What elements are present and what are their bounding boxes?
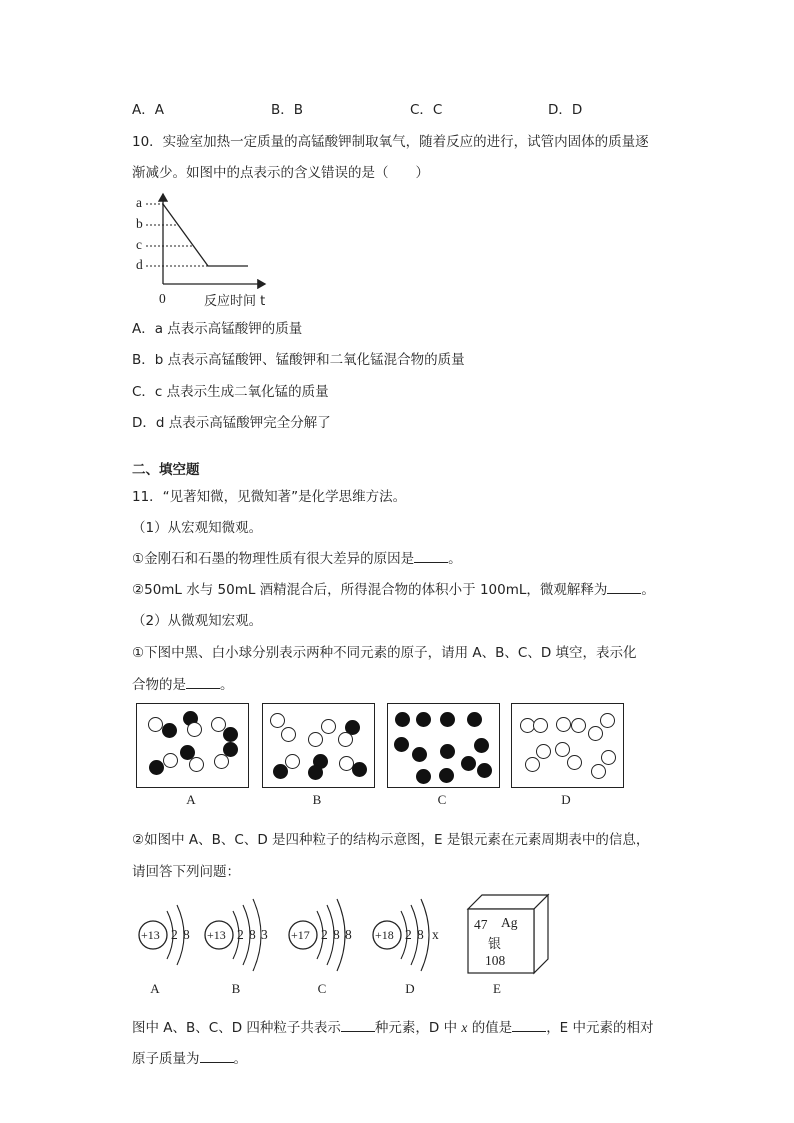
q11-item4-line2: 请回答下列问题： — [132, 864, 240, 880]
nucleus: +13 — [141, 928, 160, 942]
answer-blank[interactable] — [512, 1019, 546, 1032]
shell-3: 3 — [261, 927, 268, 942]
atom-diagram-c — [287, 893, 367, 996]
atom-label-a: A — [150, 981, 160, 996]
q11-final-line1: 图中 A、B、C、D 四种粒子共表示 种元素，D 中 x 的值是 ，E 中元素的相对 — [132, 1020, 654, 1036]
molecule-box-d — [511, 703, 624, 788]
q10-option-d: D．d 点表示高锰酸钾完全分解了 — [132, 415, 331, 431]
shell-1: 2 — [321, 927, 328, 942]
section-title: 二、填空题 — [132, 462, 200, 478]
q11-item3-line1: ①下图中黑、白小球分别表示两种不同元素的原子，请用 A、B、C、D 填空，表示化 — [132, 645, 637, 661]
q11-item1: ①金刚石和石墨的物理性质有很大差异的原因是 。 — [132, 551, 462, 567]
shell-1: 2 — [171, 927, 178, 942]
q11-item3-line2: 合物的是 。 — [132, 677, 234, 693]
atom-label-c: C — [317, 981, 327, 996]
graph-origin: 0 — [159, 291, 166, 306]
q11-final-line2: 原子质量为 。 — [132, 1051, 247, 1067]
atom-label-d: D — [405, 981, 415, 996]
element-number: 47 — [474, 917, 488, 932]
shell-2: 8 — [249, 927, 256, 942]
shell-2: 8 — [333, 927, 340, 942]
q9-option-b: B．B — [271, 102, 304, 118]
box-label-b: B — [312, 792, 322, 807]
graph-point-c: c — [136, 237, 142, 252]
q10-graph — [130, 188, 290, 308]
element-symbol: Ag — [501, 915, 518, 930]
q11-stem: 11．“见著知微，见微知著”是化学思维方法。 — [132, 489, 407, 505]
q11-item2: ②50mL 水与 50mL 酒精混合后，所得混合物的体积小于 100mL，微观解释为 。 — [132, 582, 655, 598]
graph-point-b: b — [136, 216, 143, 231]
element-card — [466, 893, 550, 975]
shell-3: 8 — [345, 927, 352, 942]
molecule-box-c — [387, 703, 500, 788]
graph-point-a: a — [136, 195, 142, 210]
element-label: E — [493, 981, 501, 996]
q10-stem-line2: 渐减少。如图中的点表示的含义错误的是（ ） — [132, 165, 429, 181]
shell-1: 2 — [237, 927, 244, 942]
graph-point-d: d — [136, 257, 143, 272]
q10-option-c: C．c 点表示生成二氧化锰的质量 — [132, 384, 329, 400]
q9-option-d: D．D — [548, 102, 583, 118]
nucleus: +13 — [207, 928, 226, 942]
shell-2: 8 — [417, 927, 424, 942]
q11-part2: （2）从微观知宏观。 — [132, 613, 263, 629]
graph-curve — [163, 204, 248, 266]
molecule-box-a — [136, 703, 249, 788]
box-label-d: D — [561, 792, 571, 807]
atom-diagram-d — [371, 893, 451, 996]
box-label-c: C — [437, 792, 447, 807]
answer-blank[interactable] — [414, 550, 448, 563]
molecule-box-b — [262, 703, 375, 788]
atom-label-b: B — [231, 981, 241, 996]
nucleus: +17 — [291, 928, 310, 942]
graph-x-label: 反应时间 t — [204, 294, 266, 309]
shell-2: 8 — [183, 927, 190, 942]
answer-blank[interactable] — [607, 581, 641, 594]
element-mass: 108 — [485, 953, 506, 968]
q9-option-a: A．A — [132, 102, 164, 118]
answer-blank[interactable] — [200, 1050, 234, 1063]
q11-item4-line1: ②如图中 A、B、C、D 是四种粒子的结构示意图，E 是银元素在元素周期表中的信息， — [132, 832, 650, 848]
q11-part1: （1）从宏观知微观。 — [132, 520, 263, 536]
answer-blank[interactable] — [186, 676, 220, 689]
shell-1: 2 — [405, 927, 412, 942]
element-name: 银 — [488, 937, 502, 952]
q10-option-b: B．b 点表示高锰酸钾、锰酸钾和二氧化锰混合物的质量 — [132, 352, 465, 368]
q10-option-a: A．a 点表示高锰酸钾的质量 — [132, 321, 303, 337]
shell-3: x — [432, 927, 439, 942]
box-label-a: A — [186, 792, 196, 807]
answer-blank[interactable] — [341, 1019, 375, 1032]
atom-diagram-b — [203, 893, 283, 996]
q9-option-c: C．C — [410, 102, 443, 118]
q10-stem-line1: 10．实验室加热一定质量的高锰酸钾制取氧气，随着反应的进行，试管内固体的质量逐 — [132, 134, 649, 150]
nucleus: +18 — [375, 928, 394, 942]
